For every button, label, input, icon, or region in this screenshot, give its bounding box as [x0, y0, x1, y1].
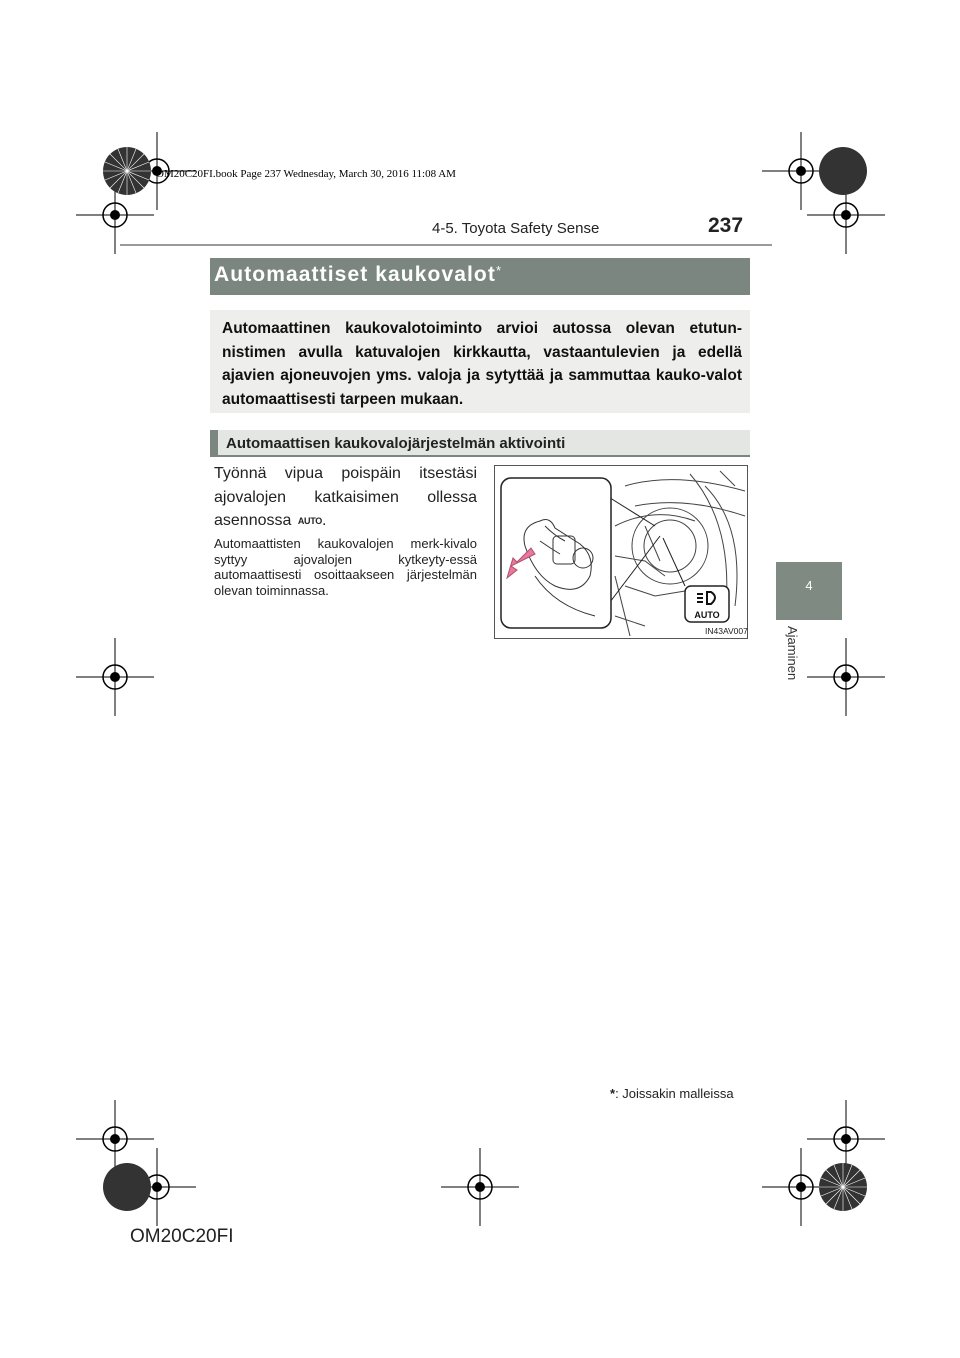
- instruction-paragraph: [214, 462, 477, 534]
- page-number: 237: [708, 214, 744, 237]
- instruction-end: .: [321, 512, 327, 529]
- footnote-marker: *: [610, 1086, 616, 1101]
- instruction-text: Työnnä vipua poispäin itsestäsi ajovalojen katkaisimen ollessa asennossa: [214, 465, 477, 529]
- chapter-number: 4: [805, 578, 813, 593]
- subheading-accent: [210, 430, 218, 457]
- page-title-text: Automaattiset kaukovalot: [214, 263, 496, 286]
- page-title: [214, 263, 502, 287]
- title-footnote-marker: *: [495, 263, 503, 278]
- illustration-frame: [494, 465, 748, 639]
- crosshair-icon: [441, 1148, 519, 1226]
- section-title: 4-5. Toyota Safety Sense: [432, 220, 600, 237]
- figure-code: IN43AV007: [705, 626, 748, 636]
- crosshair-icon: [76, 638, 154, 716]
- starburst-mark-icon: [102, 1162, 152, 1212]
- chapter-name-container: [784, 626, 804, 726]
- footnote-text: : Joissakin malleissa: [615, 1086, 734, 1101]
- auto-symbol: AUTO: [297, 516, 322, 526]
- book-info: OM20C20FI.book Page 237 Wednesday, March 30, 2016 11:08 AM: [156, 168, 456, 180]
- headlight-switch-illustration: [495, 466, 747, 638]
- model-code: OM20C20FI: [130, 1226, 234, 1247]
- starburst-mark-icon: [102, 146, 152, 196]
- subheading: Automaattisen kaukovalojärjestelmän aktivointi: [226, 435, 566, 452]
- starburst-mark-icon: [818, 1162, 868, 1212]
- footnote: [610, 1086, 734, 1101]
- note-paragraph: Automaattisten kaukovalojen merk-kivalo syttyy ajovalojen kytkeyty-essä automaattisesti osoittaakseen järjestelmän olevan toiminnassa.: [214, 536, 477, 598]
- starburst-mark-icon: [818, 146, 868, 196]
- header-divider: [120, 244, 772, 246]
- chapter-name: Ajaminen: [785, 626, 800, 681]
- crosshair-icon: [807, 638, 885, 716]
- intro-paragraph: Automaattinen kaukovalotoiminto arvioi autossa olevan etutun-nistimen avulla katuvalojen kirkkautta, vastaantulevien ja edellä ajavien ajoneuvojen yms. valoja ja sytyttää ja sammuttaa kauko-valot automaattisesti tarpeen mukaan.: [222, 320, 742, 408]
- auto-icon-label: AUTO: [694, 610, 720, 620]
